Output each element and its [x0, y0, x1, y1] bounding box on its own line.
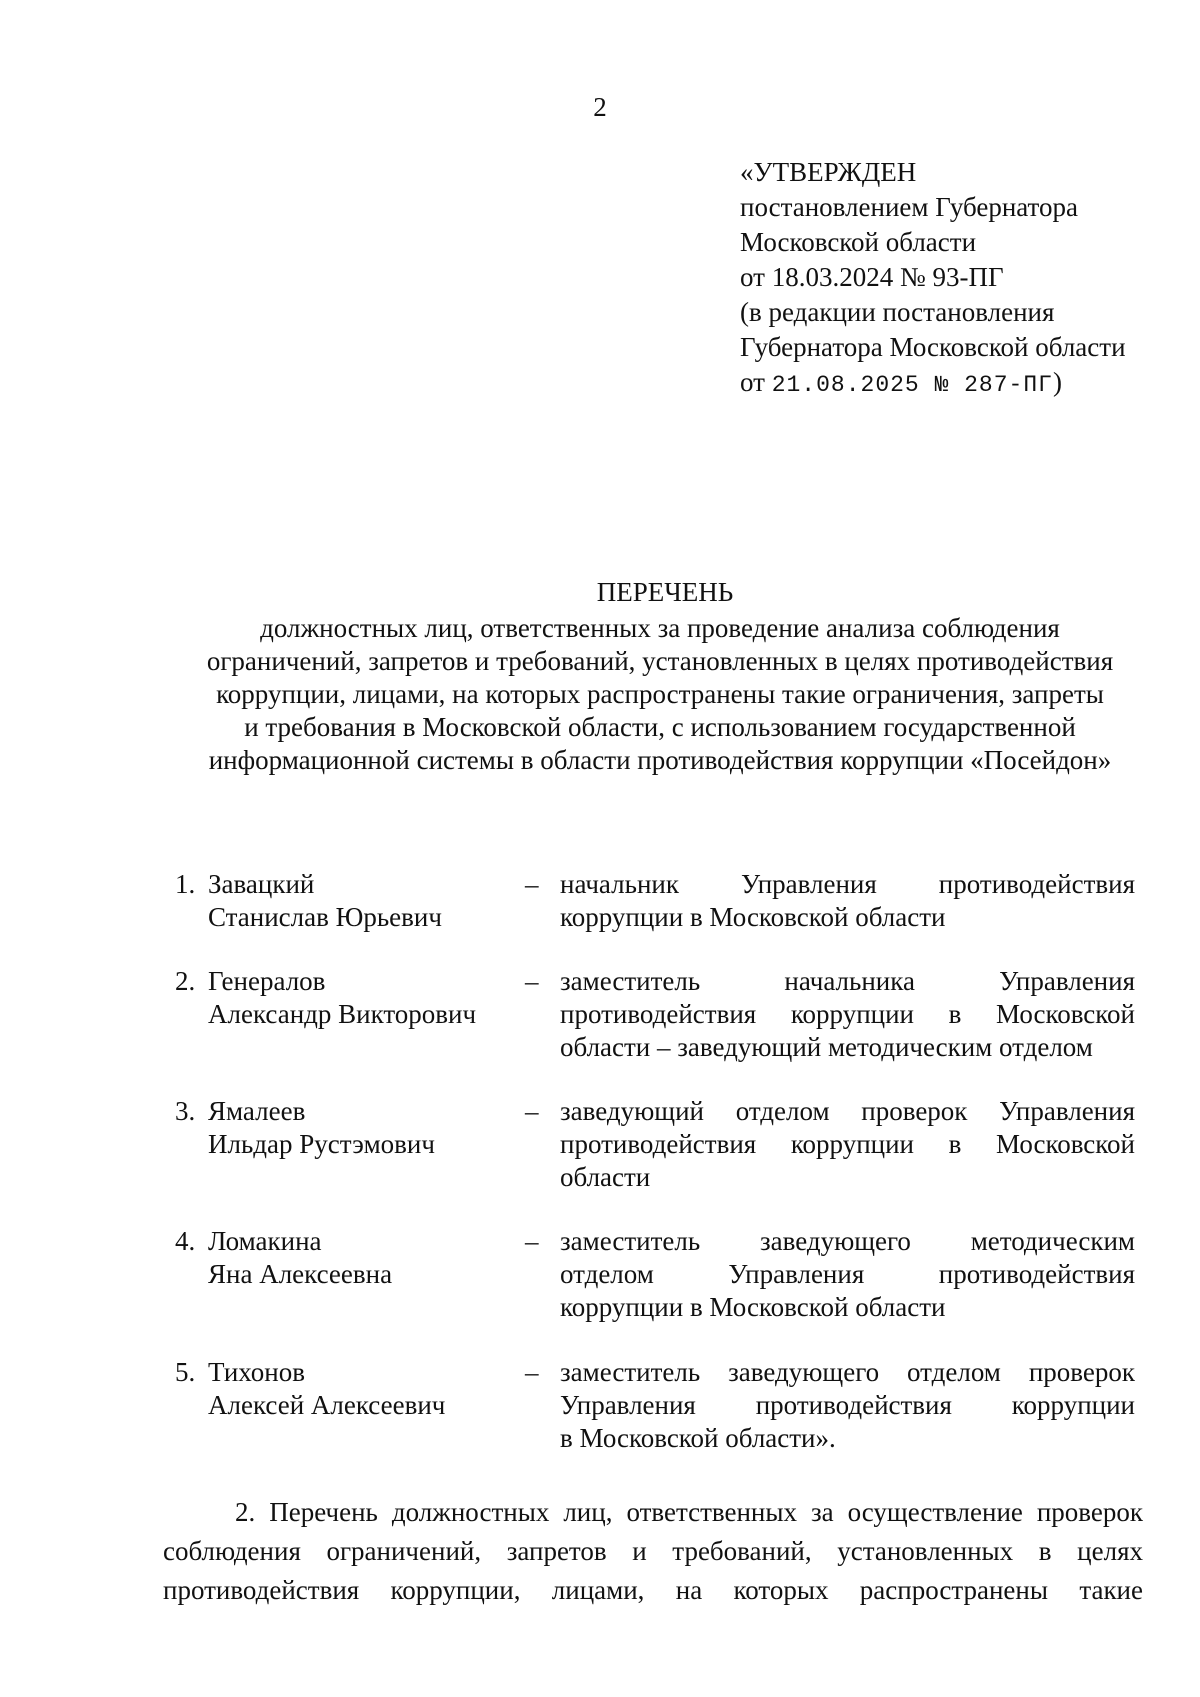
person-given-name: Алексей Алексеевич	[208, 1390, 446, 1420]
approval-line: (в редакции постановления	[740, 297, 1055, 327]
subtitle-line: ограничений, запретов и требований, установленных в целях противодействия	[206, 646, 1114, 676]
document-heading: ПЕРЕЧЕНЬ	[596, 577, 734, 607]
subtitle-line: коррупции, лицами, на которых распространены такие ограничения, запреты	[216, 679, 1104, 709]
approval-line: «УТВЕРЖДЕН	[740, 157, 917, 187]
person-name	[208, 1225, 392, 1291]
paragraph-line: соблюдения ограничений, запретов и требований, установленных в целях	[163, 1536, 1143, 1566]
person-name	[208, 1356, 445, 1422]
item-dash: –	[525, 1096, 539, 1126]
person-given-name: Ильдар Рустэмович	[208, 1129, 435, 1159]
person-position	[560, 1225, 1135, 1324]
person-position	[560, 868, 1135, 934]
position-line: противодействия коррупции в Московской	[560, 1129, 1135, 1159]
paragraph-line: противодействия коррупции, лицами, на которых распространены такие	[163, 1575, 1143, 1605]
person-given-name: Александр Викторович	[208, 999, 477, 1029]
page-number: 2	[593, 92, 607, 122]
position-line: области – заведующий методическим отделом	[560, 1032, 1093, 1062]
position-line: начальник Управления противодействия	[560, 869, 1135, 899]
approval-line: Губернатора Московской области	[740, 332, 1126, 362]
position-line: коррупции в Московской области	[560, 902, 946, 932]
subtitle-line: должностных лиц, ответственных за проведение анализа соблюдения	[260, 613, 1060, 643]
item-number: 4.	[175, 1226, 196, 1256]
position-line: отделом Управления противодействия	[560, 1259, 1135, 1289]
approval-line: Московской области	[740, 227, 977, 257]
person-surname: Ломакина	[208, 1226, 322, 1256]
item-number: 1.	[175, 869, 196, 899]
position-line: в Московской области».	[560, 1423, 836, 1453]
position-line: Управления противодействия коррупции	[560, 1390, 1135, 1420]
approval-suffix: )	[1052, 367, 1062, 397]
position-line: заместитель заведующего отделом проверок	[560, 1357, 1135, 1387]
paragraph-line: 2. Перечень должностных лиц, ответственных за осуществление проверок	[235, 1497, 1143, 1527]
item-number: 3.	[175, 1096, 196, 1126]
subtitle-line: информационной системы в области противодействия коррупции «Посейдон»	[208, 745, 1112, 775]
item-dash: –	[525, 869, 539, 899]
person-surname: Генералов	[208, 966, 326, 996]
approval-line: от 18.03.2024 № 93-ПГ	[740, 262, 1004, 292]
person-surname: Завацкий	[208, 869, 315, 899]
person-name	[208, 868, 442, 934]
person-name	[208, 1095, 435, 1161]
person-name	[208, 965, 476, 1031]
person-surname: Ямалеев	[208, 1096, 306, 1126]
item-dash: –	[525, 1226, 539, 1256]
person-position	[560, 1095, 1135, 1194]
position-line: заместитель заведующего методическим	[560, 1226, 1135, 1256]
item-number: 2.	[175, 966, 196, 996]
item-dash: –	[525, 1357, 539, 1387]
position-line: заместитель начальника Управления	[560, 966, 1135, 996]
position-line: заведующий отделом проверок Управления	[560, 1096, 1135, 1126]
subtitle-line: и требования в Московской области, с использованием государственной	[244, 712, 1076, 742]
person-given-name: Яна Алексеевна	[208, 1259, 393, 1289]
person-surname: Тихонов	[208, 1357, 305, 1387]
person-position	[560, 965, 1135, 1064]
position-line: области	[560, 1162, 651, 1192]
position-line: коррупции в Московской области	[560, 1292, 946, 1322]
amendment-date-number: 21.08.2025 № 287-ПГ	[771, 372, 1053, 398]
approval-line-amendment-date	[740, 365, 1126, 403]
person-given-name: Станислав Юрьевич	[208, 902, 442, 932]
document-subtitle	[160, 612, 1160, 777]
position-line: противодействия коррупции в Московской	[560, 999, 1135, 1029]
body-paragraph	[163, 1493, 1143, 1610]
approval-line: постановлением Губернатора	[740, 192, 1078, 222]
approval-stamp	[740, 155, 1126, 403]
approval-prefix: от	[740, 367, 772, 397]
person-position	[560, 1356, 1135, 1455]
item-dash: –	[525, 966, 539, 996]
item-number: 5.	[175, 1357, 196, 1387]
